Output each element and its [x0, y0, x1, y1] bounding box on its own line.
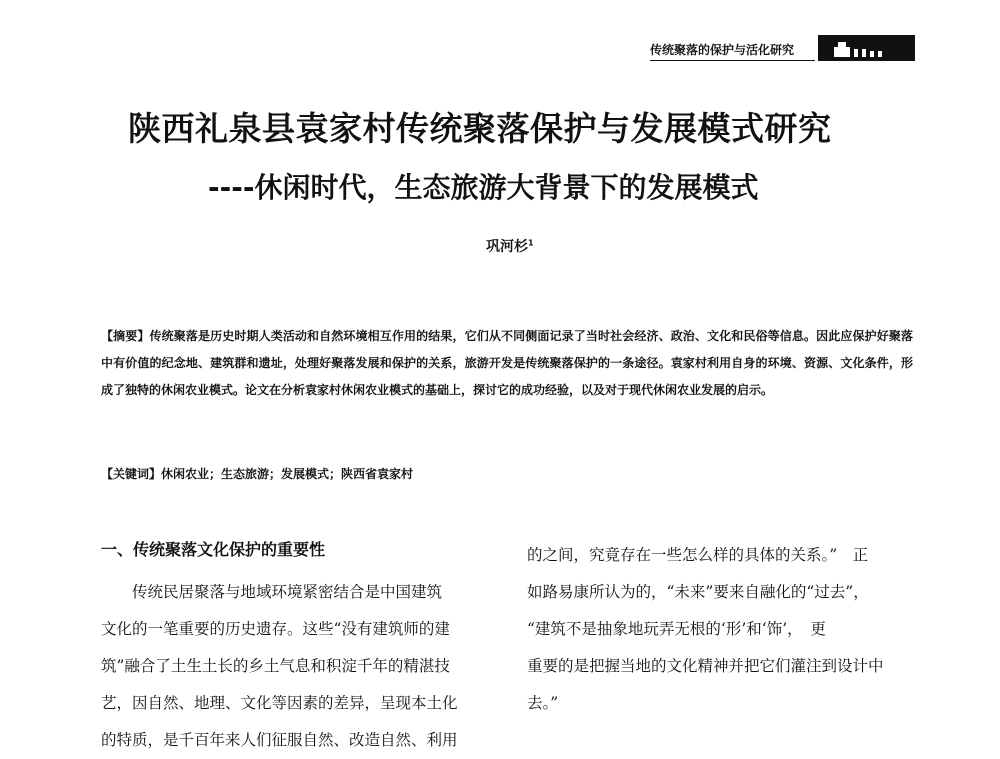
running-header-logo-block	[818, 35, 915, 61]
body-column-left	[101, 537, 493, 759]
section-heading: 一、传统聚落文化保护的重要性	[101, 540, 326, 559]
paper-subtitle: ----休闲时代，生态旅游大背景下的发展模式	[208, 171, 759, 204]
body-text-line: 如路易康所认为的，“未来”要来自融化的“过去”，	[527, 583, 869, 601]
body-text-line: 筑”融合了土生土长的乡土气息和积淀千年的精湛技	[101, 657, 450, 675]
paper-title: 陕西礼泉县袁家村传统聚落保护与发展模式研究	[128, 109, 832, 148]
body-text-line: 的特质，是千百年来人们征服自然、改造自然、利用	[101, 731, 458, 749]
body-text-line: 去。”	[527, 694, 559, 712]
body-column-right	[527, 537, 917, 722]
keywords: 【关键词】休闲农业；生态旅游；发展模式；陕西省袁家村	[101, 467, 414, 481]
author-line	[486, 236, 534, 256]
body-text-line: 艺，因自然、地理、文化等因素的差异，呈现本土化	[101, 694, 458, 712]
body-text-line: 传统民居聚落与地域环境紧密结合是中国建筑	[132, 583, 443, 601]
running-header-rule	[650, 60, 815, 61]
running-header	[650, 35, 915, 61]
author-name: 巩河杉	[486, 239, 528, 255]
body-text-line: 文化的一笔重要的历史遗存。这些“没有建筑师的建	[101, 620, 450, 638]
body-text-line: 重要的是把握当地的文化精神并把它们灌注到设计中	[527, 657, 884, 675]
building-silhouette-icon	[832, 39, 902, 57]
body-text-line: “建筑不是抽象地玩弄无根的‘形’和‘饰’， 更	[527, 620, 826, 638]
abstract: 【摘要】传统聚落是历史时期人类活动和自然环境相互作用的结果，它们从不同侧面记录了当时社会经济、政治、文化和民俗等信息。因此应保护好聚落中有价值的纪念地、建筑群和遗址，处理好聚落发展和保护的关系，旅游开发是传统聚落保护的一条途径。袁家村利用自身的环境、资源、文化条件，形成了独特的休闲农业模式。论文在分析袁家村休闲农业模式的基础上，探讨它的成功经验，以及对于现代休闲农业发展的启示。	[101, 329, 913, 397]
running-header-text: 传统聚落的保护与活化研究	[650, 43, 795, 57]
author-affiliation-mark: 1	[528, 238, 534, 248]
body-text-line: 的之间，究竟存在一些怎么样的具体的关系。” 正	[527, 546, 869, 564]
